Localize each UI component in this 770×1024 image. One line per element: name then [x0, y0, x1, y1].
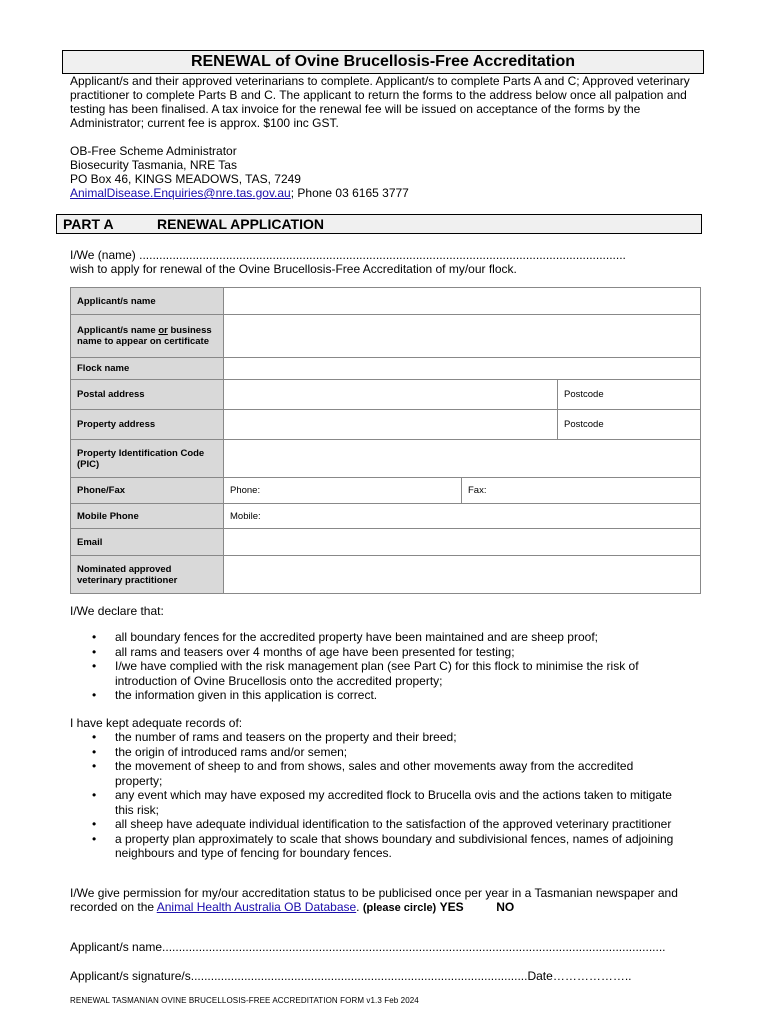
list-item: • all sheep have adequate individual identification to the satisfaction of the approved veterinary practitioner: [70, 817, 680, 832]
iwe-apply-line: wish to apply for renewal of the Ovine Brucellosis-Free Accreditation of my/our flock.: [70, 262, 517, 276]
field-email[interactable]: [224, 529, 701, 556]
intro-paragraph: Applicant/s and their approved veterinarians to complete. Applicant/s to complete Parts A and C; Approved veterinary practitioner to complete Parts B and C. The applicant to return the forms to the address below once all palpation and testing has been finalised. A tax invoice for the renewal fee will be issued on acceptance of the forms by the Administrator; current fee is approx. $100 inc GST.: [70, 74, 690, 130]
list-item: • the origin of introduced rams and/or semen;: [70, 745, 680, 760]
field-postal-address[interactable]: [224, 380, 558, 410]
row-phone-fax: [71, 478, 701, 504]
label-email: Email: [71, 529, 224, 556]
list-item: • any event which may have exposed my accredited flock to Brucella ovis and the actions taken to mitigate this risk;: [70, 788, 680, 817]
permission-text: I/We give permission for my/our accreditation status to be publicised once per year in a Tasmanian newspaper and recorded on the: [70, 886, 678, 914]
address-line-3: PO Box 46, KINGS MEADOWS, TAS, 7249: [70, 172, 301, 186]
label-mobile-phone: Mobile Phone: [71, 504, 224, 529]
field-applicant-name[interactable]: [224, 288, 701, 315]
administrator-address: [70, 144, 409, 200]
row-email: [71, 529, 701, 556]
row-vet: [71, 556, 701, 594]
field-certificate-name[interactable]: [224, 315, 701, 358]
field-postal-postcode[interactable]: Postcode: [558, 380, 701, 410]
application-details-table: [70, 287, 701, 594]
field-property-postcode[interactable]: Postcode: [558, 410, 701, 440]
part-a-header: [56, 214, 702, 234]
address-line-2: Biosecurity Tasmania, NRE Tas: [70, 158, 237, 172]
no-option[interactable]: NO: [496, 900, 515, 914]
row-property-address: [71, 410, 701, 440]
label-certificate-name: Applicant/s name or business name to appear on certificate: [71, 315, 224, 358]
please-circle-label: (please circle): [362, 902, 437, 914]
phone-text: ; Phone 03 6165 3777: [290, 186, 409, 200]
date-line[interactable]: Date………………..: [527, 969, 632, 983]
row-applicant-name: [71, 288, 701, 315]
row-flock-name: [71, 358, 701, 380]
field-pic[interactable]: [224, 440, 701, 478]
list-item: • I/we have complied with the risk management plan (see Part C) for this flock to minimise the risk of introduction of Ovine Brucellosis onto the accredited property;: [70, 659, 680, 688]
label-pic: Property Identification Code (PIC): [71, 440, 224, 478]
list-item: • a property plan approximately to scale that shows boundary and subdivisional fences, names of adjoining neighbours and type of fencing for boundary fences.: [70, 832, 680, 861]
records-heading: I have kept adequate records of:: [70, 716, 243, 730]
list-item: • all rams and teasers over 4 months of age have been presented for testing;: [70, 645, 680, 660]
ob-database-link[interactable]: Animal Health Australia OB Database: [156, 900, 357, 914]
label-postal-address: Postal address: [71, 380, 224, 410]
field-mobile[interactable]: Mobile:: [224, 504, 701, 529]
label-vet: Nominated approved veterinary practitioner: [71, 556, 224, 594]
records-list: [70, 730, 680, 861]
address-contact-line: [70, 186, 409, 200]
label-property-address: Property address: [71, 410, 224, 440]
field-phone[interactable]: Phone:: [224, 478, 462, 504]
iwe-statement: [70, 248, 626, 276]
declare-heading: I/We declare that:: [70, 604, 164, 618]
row-pic: [71, 440, 701, 478]
iwe-name-line[interactable]: I/We (name) ..................................................................................................................................................: [70, 248, 626, 262]
address-line-1: OB-Free Scheme Administrator: [70, 144, 237, 158]
row-postal-address: [71, 380, 701, 410]
label-phone-fax: Phone/Fax: [71, 478, 224, 504]
form-title: RENEWAL of Ovine Brucellosis-Free Accreditation: [62, 50, 704, 74]
permission-paragraph: I/We give permission for my/our accreditation status to be publicised once per year in a Tasmanian newspaper and recorded on the Animal Health Australia OB Database. (please circle) YES NO: [70, 886, 678, 914]
row-certificate-name: [71, 315, 701, 358]
list-item: • the information given in this application is correct.: [70, 688, 680, 703]
list-item: • all boundary fences for the accredited property have been maintained and are sheep proof;: [70, 630, 680, 645]
label-flock-name: Flock name: [71, 358, 224, 380]
applicant-signature-line[interactable]: Applicant/s signature/s.....................................................................................................: [70, 969, 528, 983]
field-fax[interactable]: Fax:: [462, 478, 701, 504]
label-applicant-name: Applicant/s name: [71, 288, 224, 315]
field-flock-name[interactable]: [224, 358, 701, 380]
yes-option[interactable]: YES: [439, 900, 464, 914]
field-vet[interactable]: [224, 556, 701, 594]
field-property-address[interactable]: [224, 410, 558, 440]
email-link[interactable]: AnimalDisease.Enquiries@nre.tas.gov.au: [70, 186, 291, 200]
part-a-title: RENEWAL APPLICATION: [157, 216, 324, 232]
declarations-list: [70, 630, 680, 703]
list-item: • the movement of sheep to and from shows, sales and other movements away from the accredited property;: [70, 759, 680, 788]
list-item: • the number of rams and teasers on the property and their breed;: [70, 730, 680, 745]
page-footer: RENEWAL TASMANIAN OVINE BRUCELLOSIS-FREE ACCREDITATION FORM v1.3 Feb 2024: [70, 996, 419, 1005]
part-a-label: PART A: [63, 216, 114, 232]
signature-date-line: [70, 969, 680, 983]
row-mobile-phone: [71, 504, 701, 529]
applicant-name-line[interactable]: Applicant/s name.......................................................................................................................................................: [70, 940, 666, 954]
